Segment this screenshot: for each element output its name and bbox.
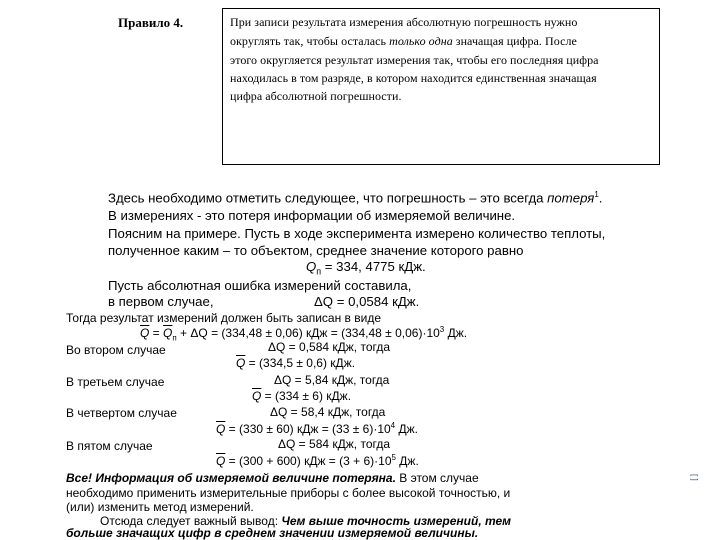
cases-intro: Тогда результат измерений должен быть записан в виде (66, 311, 381, 325)
rule-line-4: находилась в том разряде, в котором находится единственная значащая (230, 71, 597, 85)
conclusion-line-3: (или) изменить метод измерений. (66, 500, 254, 514)
case4-equation: $\overline{Q} = (330 \pm 60)$ кДж = $(33 \pm 6)\cdot 10^4$ Дж. (216, 421, 418, 436)
conclusion-line-2: необходимо применить измерительные приборы с более высокой точностью, и (66, 486, 511, 500)
section-line-5: Пусть абсолютная ошибка измерений составила, (108, 278, 412, 293)
case3-equation: $\overline{Q} = (334 \pm 6)$ кДж. (252, 389, 352, 403)
case5-equation: $\overline{Q} = (300 + 600)$ кДж = $(3 + 6)\cdot 10^5$ Дж. (216, 453, 419, 468)
rule-title: Правило 4. (118, 15, 184, 30)
case2-value: ΔQ = 0,584 кДж, тогда (268, 340, 391, 354)
conclusion-line-5: больше значащих цифр в среднем значении измеряемой величины. (66, 526, 479, 540)
rule-line-2: округлять так, чтобы осталась только одна значащая цифра. После (230, 34, 577, 48)
conclusion-line-4: Отсюда следует важный вывод: Чем выше точность измерений, тем (100, 514, 512, 528)
section-line-6: в первом случае, (108, 294, 214, 309)
rule-box (222, 8, 660, 165)
rule-line-3: этого округляется результат измерения так, чтобы его последняя цифра (230, 53, 599, 67)
case5-value: ΔQ = 584 кДж, тогда (278, 437, 391, 451)
case3-label: В третьем случае (66, 375, 165, 389)
case2-equation: $\overline{Q} = (334,5 \pm 0,6)$ кДж. (236, 356, 356, 370)
rule-line-1: При записи результата измерения абсолютную погрешность нужно (230, 15, 578, 29)
section-line-4: полученное каким – то объектом, среднее значение которого равно (108, 243, 524, 258)
conclusion-line-1: Все! Информация об измеряемой величине потеряна. В этом случае (66, 471, 479, 485)
case5-label: В пятом случае (66, 439, 153, 453)
section-line-1: Здесь необходимо отметить следующее, что погрешность – это всегда потеря$^1$. (108, 190, 603, 206)
case3-value: ΔQ = 5,84 кДж, тогда (274, 373, 390, 387)
case1-equation: $\overline{Q} = \overline{Q}_п + \Delta Q = (334,48 \pm 0,06)$ кДж = $(334,48 \pm 0,06)\cdot 10^3$ Дж. (140, 325, 468, 343)
case4-label: В четвертом случае (66, 406, 177, 420)
rule-line-5: цифра абсолютной погрешности. (230, 89, 402, 103)
case1-value: ΔQ = 0,0584 кДж. (314, 294, 420, 309)
case4-value: ΔQ = 58,4 кДж, тогда (270, 405, 386, 419)
corner-marks: [ ] (690, 474, 699, 481)
section-line-2: В измерениях - это потеря информации об измеряемой величине. (108, 208, 516, 223)
formula-q-mean: $Q_п = 334$, 4775 кДж. (306, 259, 426, 277)
section-line-3: Поясним на примере. Пусть в ходе эксперимента измерено количество теплоты, (108, 226, 606, 241)
case2-label: Во втором случае (66, 343, 166, 357)
